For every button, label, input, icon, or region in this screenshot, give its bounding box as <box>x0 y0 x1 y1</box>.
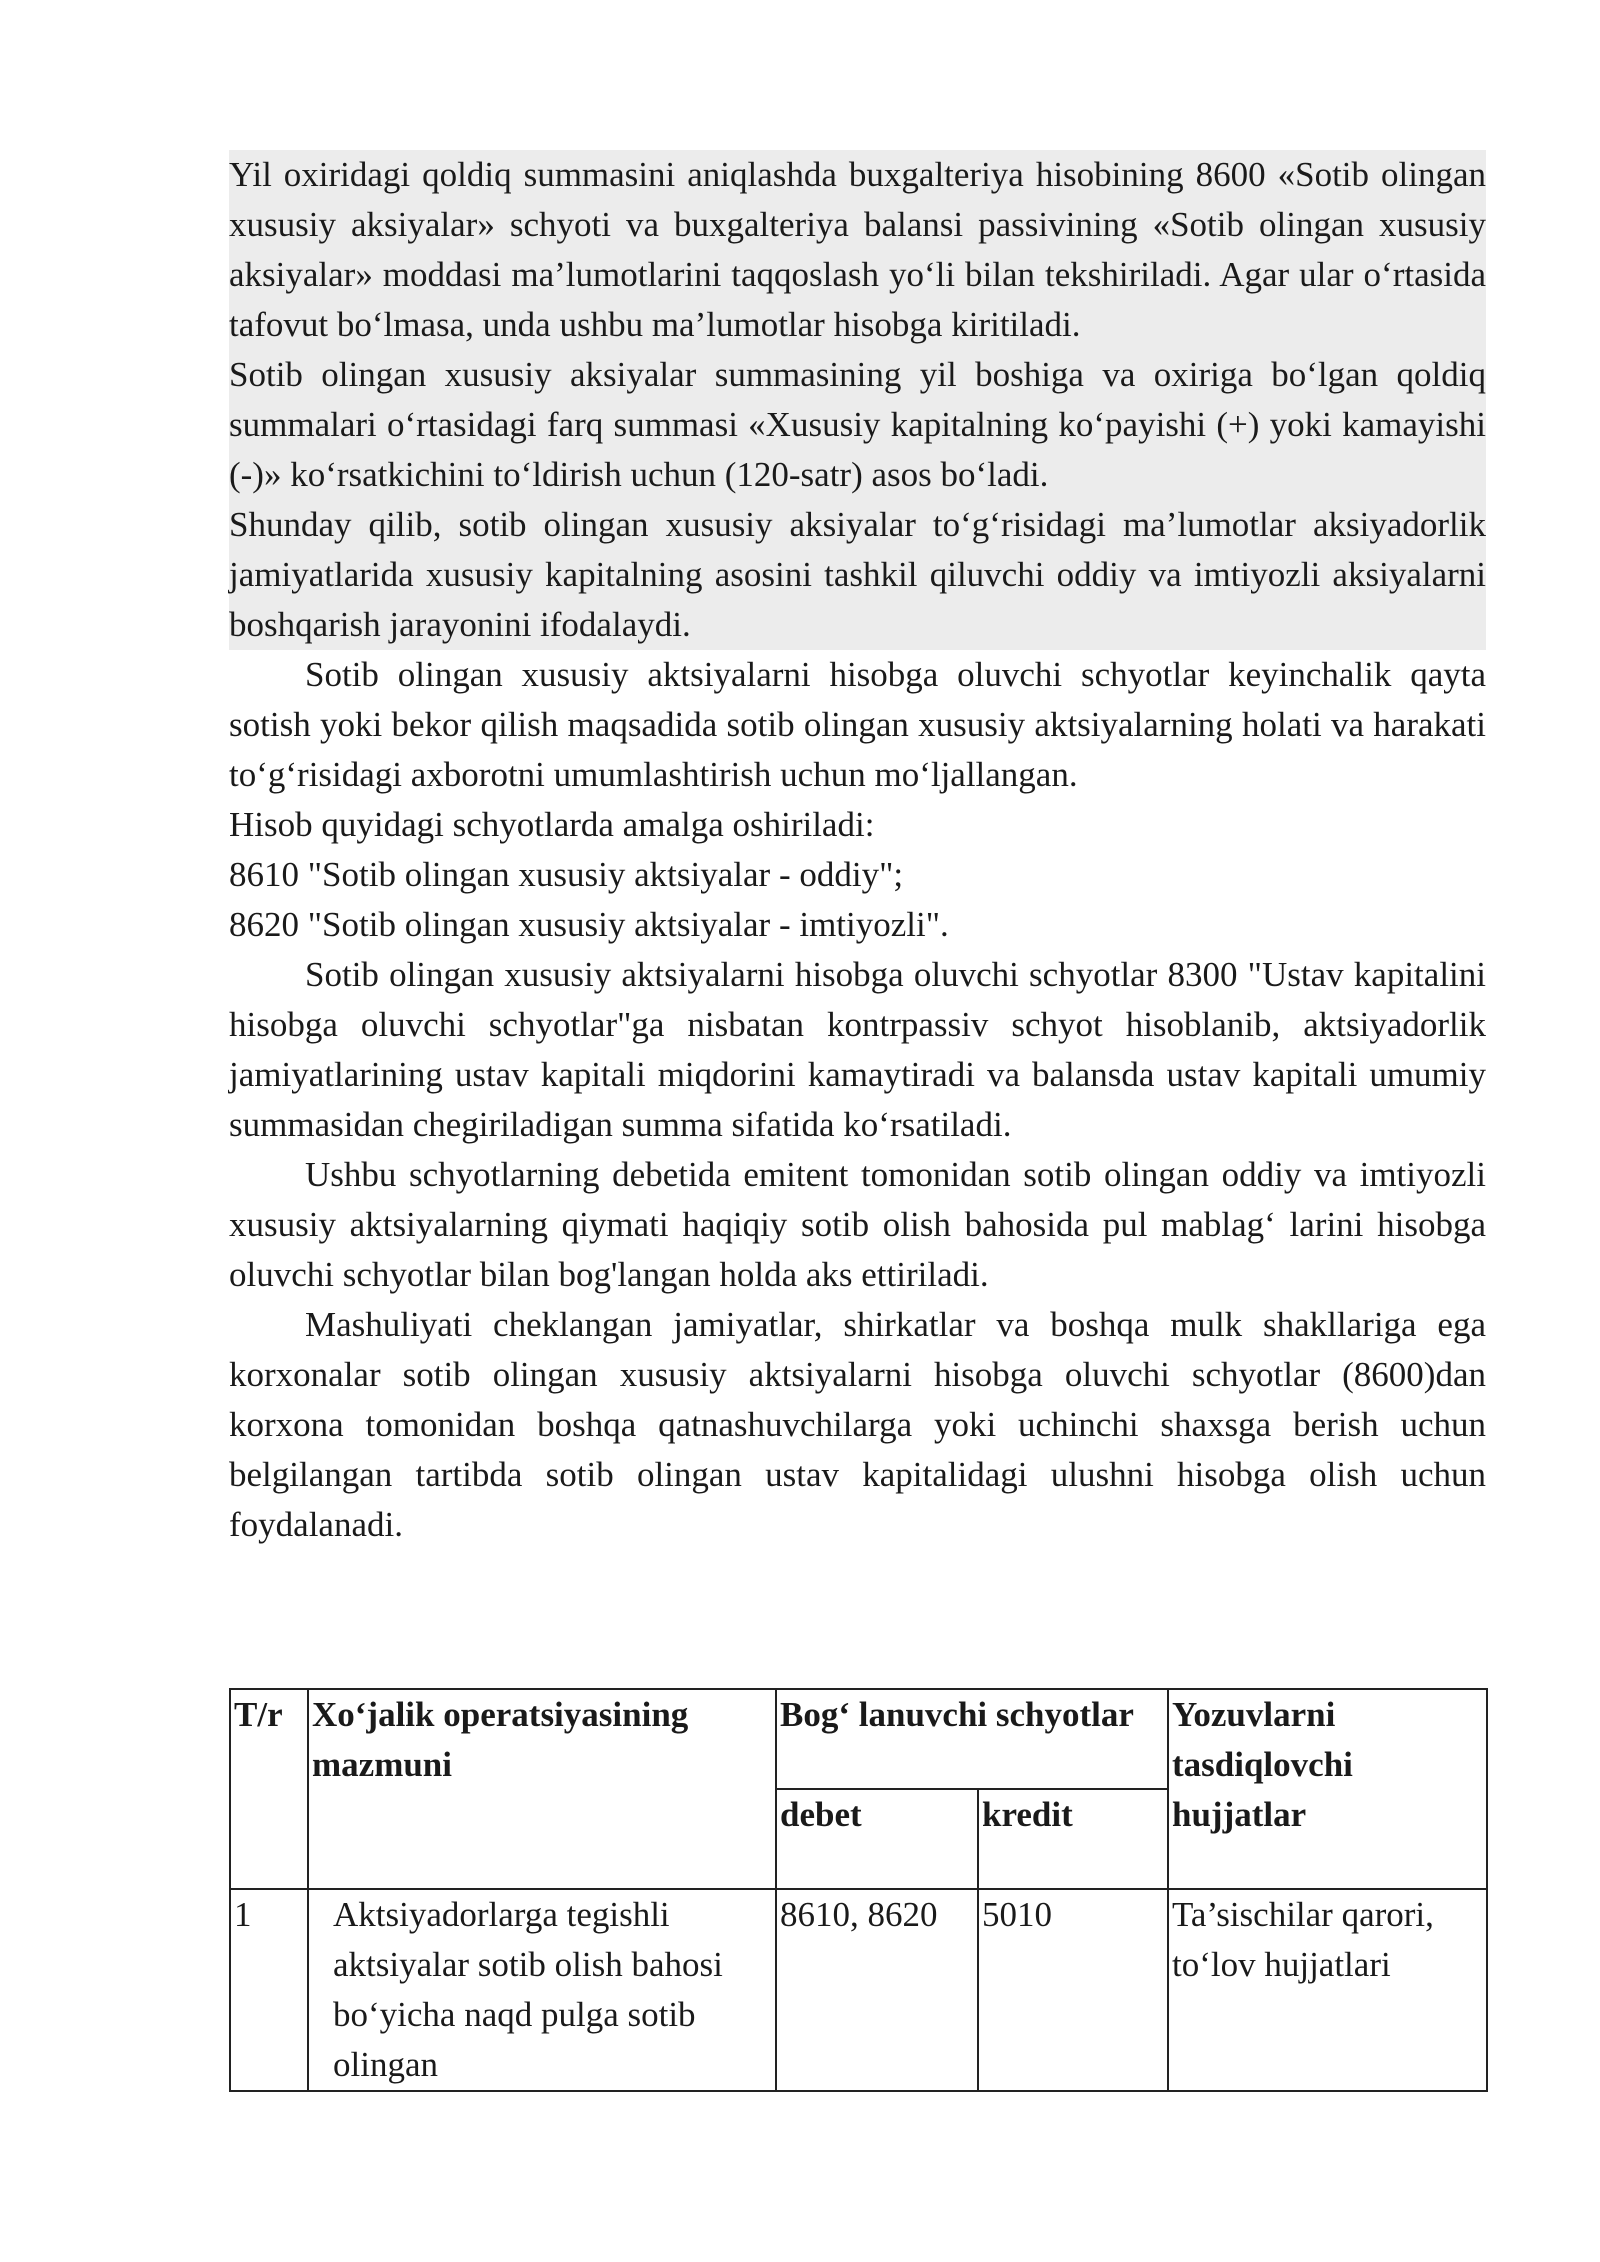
accounts-intro: Hisob quyidagi schyotlarda amalga oshiriladi: <box>229 805 875 844</box>
header-credit: kredit <box>978 1789 1168 1889</box>
header-accounts: Bog‘ lanuvchi schyotlar <box>776 1689 1168 1789</box>
paragraph-debit-entries: Ushbu schyotlarning debetida emitent tomonidan sotib olingan oddiy va imtiyozli xususiy aktsiyalarning qiymati haqiqiy sotib olish bahosida pul mablag‘ larini hisobga oluvchi schyotlar bilan bog'langan holda aks ettiriladi. <box>229 1155 1486 1294</box>
paragraph-year-end-balance: Yil oxiridagi qoldiq summasini aniqlashda buxgalteriya hisobining 8600 «Sotib olingan xususiy aksiyalar» schyoti va buxgalteriya balansi passivining «Sotib olingan xususiy aksiyalar» moddasi ma’lumotlarini taqqoslash yo‘li bilan tekshiriladi. Agar ular o‘rtasida tafovut bo‘lmasa, unda ushbu ma’lumotlar hisobga kiritiladi. <box>229 155 1486 344</box>
header-num: T/r <box>230 1689 308 1889</box>
header-debit: debet <box>776 1789 978 1889</box>
cell-num: 1 <box>230 1889 308 2091</box>
cell-documents: Ta’sischilar qarori, to‘lov hujjatlari <box>1168 1889 1487 2091</box>
highlighted-block <box>229 150 1486 650</box>
table-row <box>230 1889 1487 2091</box>
cell-credit: 5010 <box>978 1889 1168 2091</box>
paragraph-contra-account: Sotib olingan xususiy aktsiyalarni hisobga oluvchi schyotlar 8300 "Ustav kapitalini hisobga oluvchi schyotlar"ga nisbatan kontrpassiv schyot hisoblanib, aktsiyadorlik jamiyatlarining ustav kapitali miqdorini kamaytiradi va balansda ustav kapitali umumiy summasidan chegiriladigan summa sifatida ko‘rsatiladi. <box>229 955 1486 1144</box>
table-header-row <box>230 1689 1487 1789</box>
header-content: Xo‘jalik operatsiyasining mazmuni <box>308 1689 776 1889</box>
paragraph-summary: Shunday qilib, sotib olingan xususiy aksiyalar to‘g‘risidagi ma’lumotlar aksiyadorlik jamiyatlarida xususiy kapitalning asosini tashkil qiluvchi oddiy va imtiyozli aksiyalarni boshqarish jarayonini ifodalaydi. <box>229 505 1486 644</box>
paragraph-llc-usage: Mashuliyati cheklangan jamiyatlar, shirkatlar va boshqa mulk shakllariga ega korxonalar sotib olingan xususiy aktsiyalarni hisobga oluvchi schyotlar (8600)dan korxona tomonidan boshqa qatnashuvchilarga yoki uchinchi shaxsga berish uchun belgilangan tartibda sotib olingan ustav kapitalidagi ulushni hisobga olish uchun foydalanadi. <box>229 1305 1486 1544</box>
header-documents: Yozuvlarni tasdiqlovchi hujjatlar <box>1168 1689 1487 1889</box>
operations-table <box>229 1688 1488 2092</box>
cell-content: Aktsiyadorlarga tegishli aktsiyalar sotib olish bahosi bo‘yicha naqd pulga sotib olingan <box>308 1889 776 2091</box>
account-8620: 8620 "Sotib olingan xususiy aktsiyalar - imtiyozli". <box>229 905 949 944</box>
cell-debit: 8610, 8620 <box>776 1889 978 2091</box>
paragraph-difference-sum: Sotib olingan xususiy aksiyalar summasining yil boshiga va oxiriga bo‘lgan qoldiq summalari o‘rtasidagi farq summasi «Xususiy kapitalning ko‘payishi (+) yoki kamayishi (-)» ko‘rsatkichini to‘ldirish uchun (120-satr) asos bo‘ladi. <box>229 355 1486 494</box>
paragraph-purpose: Sotib olingan xususiy aktsiyalarni hisobga oluvchi schyotlar keyinchalik qayta sotish yoki bekor qilish maqsadida sotib olingan xususiy aktsiyalarning holati va harakati to‘g‘risidagi axborotni umumlashtirish uchun mo‘ljallangan. <box>229 655 1486 794</box>
account-8610: 8610 "Sotib olingan xususiy aktsiyalar - oddiy"; <box>229 855 904 894</box>
document-body <box>229 150 1486 1550</box>
